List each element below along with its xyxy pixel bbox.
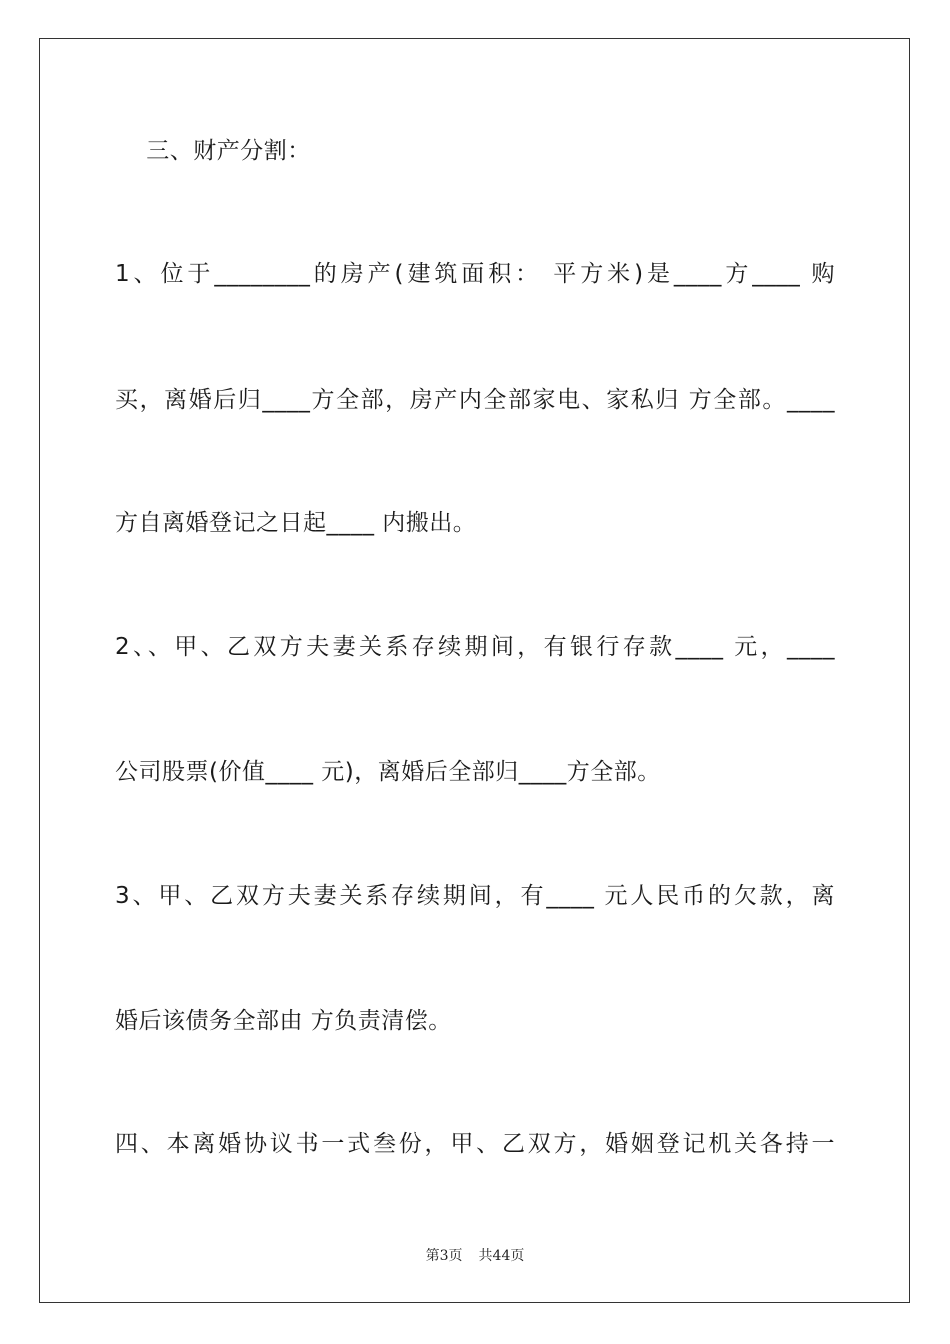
- section-heading-property: 三、财产分割：: [115, 138, 311, 164]
- paragraph-line-3: 方自离婚登记之日起____ 内搬出。: [115, 510, 477, 536]
- section-heading-copies: 四、本离婚协议书一式叁份，甲、乙双方，婚姻登记机关各持一: [115, 1131, 835, 1157]
- paragraph-line-4: 2、、甲、乙双方夫妻关系存续期间，有银行存款____ 元，____: [115, 634, 835, 660]
- paragraph-line-5: 公司股票(价值____ 元)，离婚后全部归____方全部。: [115, 759, 661, 785]
- paragraph-line-1: 1、位于________的房产(建筑面积： 平方米)是____方____ 购: [115, 261, 835, 287]
- page-total: 共44页: [478, 1248, 525, 1264]
- page-footer: [0, 1245, 950, 1265]
- paragraph-line-6: 3、甲、乙双方夫妻关系存续期间，有____ 元人民币的欠款，离: [115, 883, 835, 909]
- paragraph-line-2: 买，离婚后归____方全部，房产内全部家电、家私归 方全部。____: [115, 387, 835, 413]
- page-number: 第3页: [425, 1248, 463, 1264]
- page-border: [39, 38, 910, 1303]
- paragraph-line-7: 婚后该债务全部由 方负责清偿。: [115, 1008, 452, 1034]
